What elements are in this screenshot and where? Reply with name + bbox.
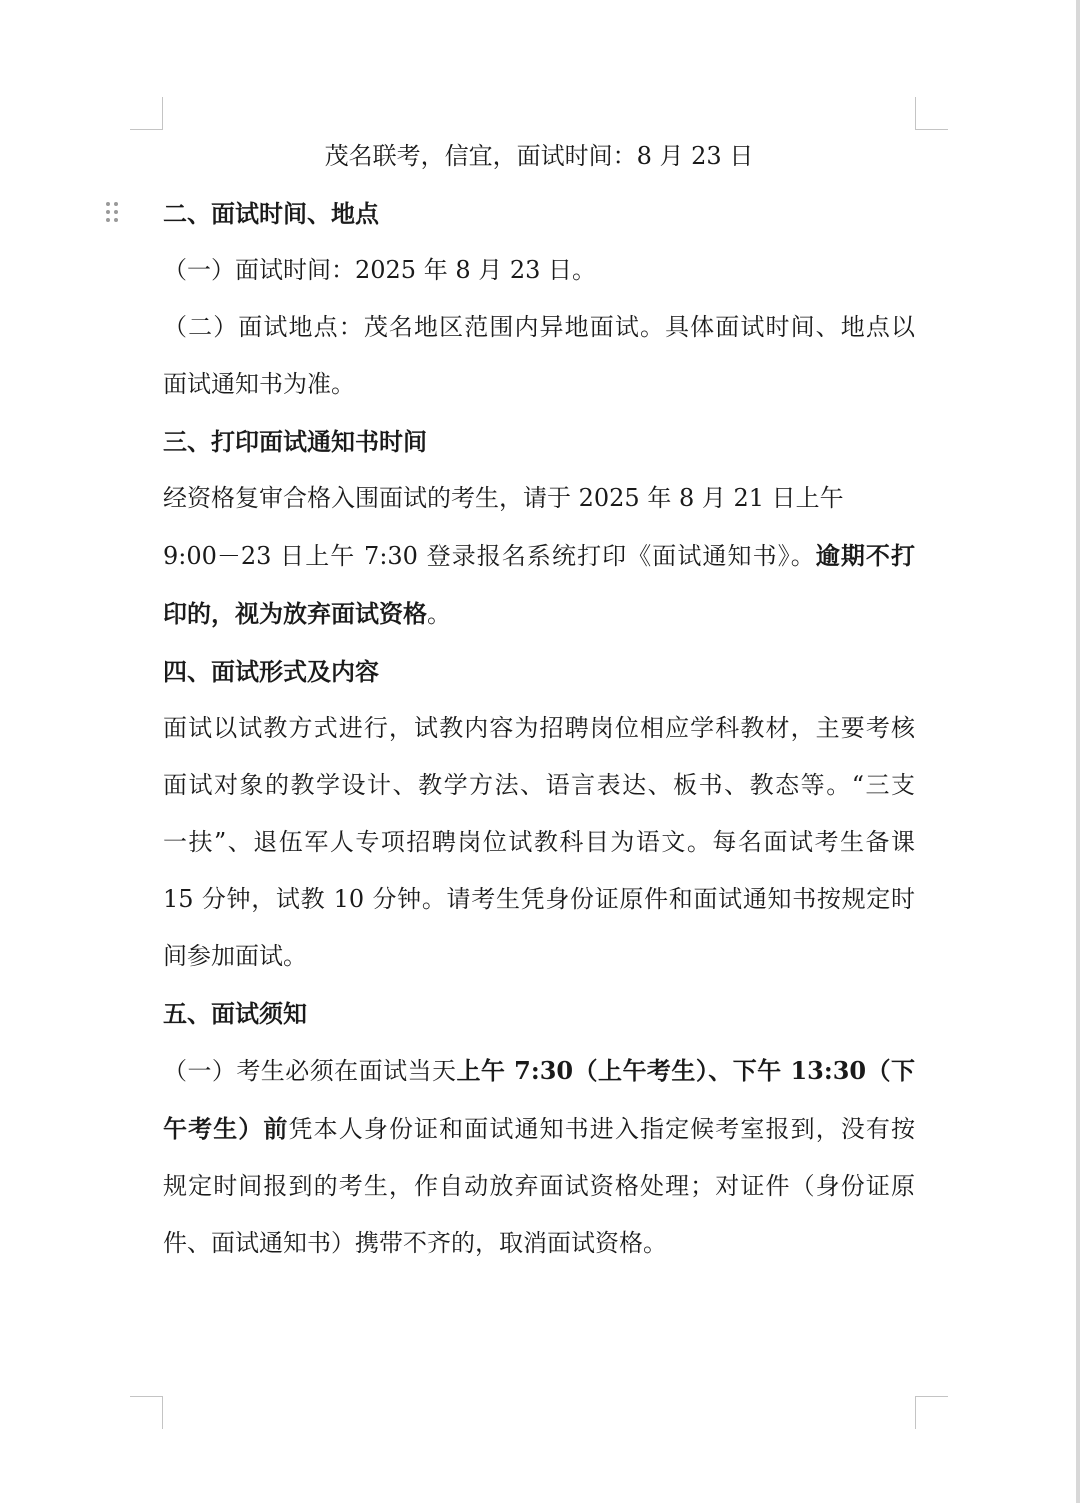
section-3-line-2-text: 9:00－23 日上午 7:30 登录报名系统打印《面试通知书》。 [163,542,816,570]
section-2-paragraph-1: （一）面试时间：2025 年 8 月 23 日。 [163,256,597,284]
page-edge [1076,0,1080,1503]
section-5-heading: 五、面试须知 [163,999,307,1028]
section-3-line-3 [163,585,915,643]
section-5-line-2-text: 凭本人身份证和面试通知书进入指定候考室报到，没有按 [288,1115,916,1143]
margin-corner-top-left [130,97,163,130]
document-title: 茂名联考，信宜，面试时间：8 月 23 日 [324,142,754,170]
section-5-line-2 [163,1100,915,1158]
section-5-line-1 [163,1042,915,1100]
section-3-line-3-bold-a: 印的， [163,599,235,628]
section-2-paragraph-2-line-2: 面试通知书为准。 [163,370,355,398]
margin-corner-top-right [915,97,948,130]
section-5-line-1-text: （一）考生必须在面试当天 [163,1057,457,1085]
section-4-line-2: 面试对象的教学设计、教学方法、语言表达、板书、教态等。“三支 [163,771,915,799]
section-5-line-1-bold: 上午 7:30（上午考生）、下午 13:30（下 [456,1056,916,1085]
section-4-line-1: 面试以试教方式进行，试教内容为招聘岗位相应学科教材，主要考核 [163,714,915,742]
section-2-paragraph-2-line-1: （二）面试地点：茂名地区范围内异地面试。具体面试时间、地点以 [163,313,915,341]
section-3-heading: 三、打印面试通知书时间 [163,427,427,456]
section-5-line-3: 规定时间报到的考生，作自动放弃面试资格处理；对证件（身份证原 [163,1172,915,1200]
section-4-line-3: 一扶”、退伍军人专项招聘岗位试教科目为语文。每名面试考生备课 [163,828,915,856]
section-3-line-2 [163,527,915,585]
section-3-line-3-bold-b: 视为放弃面试资格 [235,599,427,628]
drag-handle-icon[interactable] [106,202,120,222]
section-2-heading: 二、面试时间、地点 [163,199,379,228]
section-3-line-3-end: 。 [427,600,451,628]
section-5-line-2-bold: 午考生）前 [163,1114,289,1143]
section-5-line-4: 件、面试通知书）携带不齐的，取消面试资格。 [163,1229,667,1257]
document-body[interactable] [163,128,915,1272]
section-4-line-5: 间参加面试。 [163,942,307,970]
margin-corner-bottom-left [130,1396,163,1429]
section-3-line-2-bold: 逾期不打 [815,541,915,570]
margin-corner-bottom-right [915,1396,948,1429]
section-3-line-1: 经资格复审合格入围面试的考生，请于 2025 年 8 月 21 日上午 [163,484,844,512]
section-4-heading: 四、面试形式及内容 [163,657,379,686]
section-4-line-4: 15 分钟，试教 10 分钟。请考生凭身份证原件和面试通知书按规定时 [163,885,915,913]
